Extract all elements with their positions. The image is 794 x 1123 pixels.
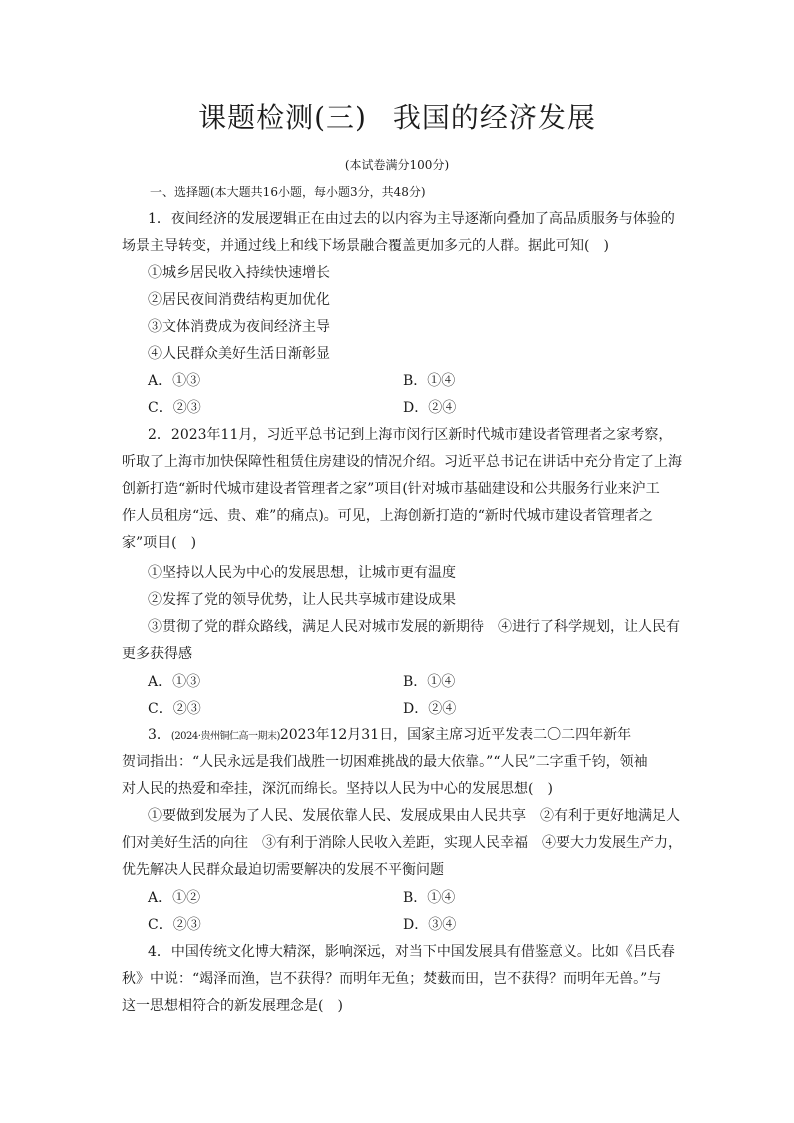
q2-option-d[interactable]: D．②④ [403, 701, 457, 717]
q3-stem-line: 贺词指出：“人民永远是我们战胜一切困难挑战的最大依靠。”“人民”二字重千钧，领袖 [122, 754, 648, 770]
q2-option-c[interactable]: C．②③ [148, 701, 201, 717]
q3-number: 3． [148, 727, 171, 743]
q1-option-c[interactable]: C．②③ [148, 400, 201, 416]
q2-option-b[interactable]: B．①④ [403, 674, 456, 690]
q3-stem-line [148, 724, 631, 744]
q1-option-d[interactable]: D．②④ [403, 400, 457, 416]
q2-option-a[interactable]: A．①③ [148, 674, 201, 690]
q1-option-a[interactable]: A．①③ [148, 373, 201, 389]
q2-stem-line: 作人员租房“远、贵、难”的痛点)。可见，上海创新打造的“新时代城市建设者管理者之 [122, 508, 653, 524]
q3-option-c[interactable]: C．②③ [148, 917, 201, 933]
q2-stem-line: 听取了上海市加快保障性租赁住房建设的情况介绍。习近平总书记在讲话中充分肯定了上海 [122, 454, 682, 470]
q3-statement: 优先解决人民群众最迫切需要解决的发展不平衡问题 [122, 862, 444, 878]
q3-option-d[interactable]: D．③④ [403, 917, 457, 933]
q3-source: (2024·贵州铜仁高一期末) [170, 731, 280, 742]
q2-statement: 更多获得感 [122, 646, 192, 662]
q2-stem-line: 创新打造“新时代城市建设者管理者之家”项目(针对城市基础建设和公共服务行业来沪工 [122, 481, 660, 497]
q3-stem-text: 2023年12月31日，国家主席习近平发表二〇二四年新年 [279, 727, 632, 743]
section-heading: 一、选择题(本大题共16小题，每小题3分，共48分) [150, 185, 426, 199]
q3-option-b[interactable]: B．①④ [403, 890, 456, 906]
score-note: (本试卷满分100分) [344, 158, 450, 172]
q2-statement: ③贯彻了党的群众路线，满足人民对城市发展的新期待 ④进行了科学规划，让人民有 [148, 619, 680, 635]
q2-statement: ②发挥了党的领导优势，让人民共享城市建设成果 [148, 592, 456, 608]
page-title [0, 96, 794, 136]
q1-statement: ③文体消费成为夜间经济主导 [148, 319, 330, 335]
q2-stem-line: 2．2023年11月，习近平总书记到上海市闵行区新时代城市建设者管理者之家考察， [148, 427, 673, 443]
q1-statement: ④人民群众美好生活日渐彰显 [148, 346, 330, 362]
q4-stem-line: 4．中国传统文化博大精深，影响深远，对当下中国发展具有借鉴意义。比如《吕氏春 [148, 944, 675, 960]
q1-stem-line: 场景主导转变，并通过线上和线下场景融合覆盖更加多元的人群。据此可知( ) [122, 238, 609, 254]
q3-statement: 们对美好生活的向往 ③有利于消除人民收入差距，实现人民幸福 ④要大力发展生产力， [122, 835, 682, 851]
q1-statement: ②居民夜间消费结构更加优化 [148, 292, 330, 308]
title-left: 课题检测(三) [198, 101, 367, 134]
q3-stem-line: 对人民的热爱和牵挂，深沉而绵长。坚持以人民为中心的发展思想( ) [122, 781, 553, 797]
q2-stem-line: 家”项目( ) [122, 535, 197, 551]
q1-stem-line: 1．夜间经济的发展逻辑正在由过去的以内容为主导逐渐向叠加了高品质服务与体验的 [148, 211, 675, 227]
q1-option-b[interactable]: B．①④ [403, 373, 456, 389]
q4-stem-line: 这一思想相符合的新发展理念是( ) [122, 998, 343, 1014]
q3-option-a[interactable]: A．①② [148, 890, 201, 906]
title-right: 我国的经济发展 [392, 101, 596, 134]
q2-statement: ①坚持以人民为中心的发展思想，让城市更有温度 [148, 565, 456, 581]
q1-statement: ①城乡居民收入持续快速增长 [148, 265, 330, 281]
q4-stem-line: 秋》中说：“竭泽而渔，岂不获得？而明年无鱼；焚薮而田，岂不获得？而明年无兽。”与 [122, 971, 662, 987]
q3-statement: ①要做到发展为了人民、发展依靠人民、发展成果由人民共享 ②有利于更好地满足人 [148, 808, 680, 824]
